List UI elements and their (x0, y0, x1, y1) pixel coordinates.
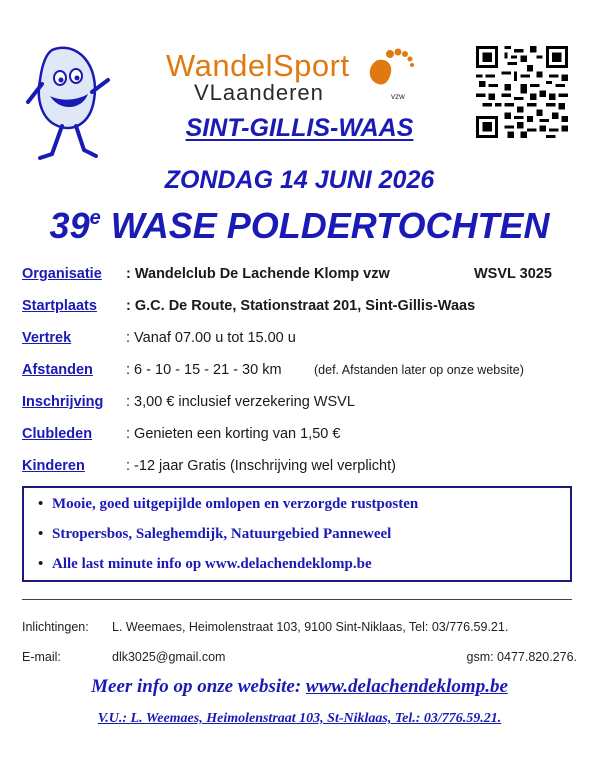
info-label: Startplaats (22, 298, 97, 314)
info-value: : G.C. De Route, Stationstraat 201, Sint-Gillis-Waas (126, 298, 476, 314)
info-label: Clubleden (22, 426, 93, 442)
event-title (0, 205, 599, 247)
info-value: : Vanaf 07.00 u tot 15.00 u (126, 330, 296, 346)
logo-line2: VLaanderen (194, 80, 324, 105)
info-value: : -12 jaar Gratis (Inschrijving wel verplicht) (126, 458, 396, 474)
highlight-item: • Alle last minute info op www.delachendeklomp.be (38, 556, 372, 572)
town-heading: SINT-GILLIS-WAAS (185, 114, 414, 142)
info-row-inschrijving (22, 391, 582, 413)
info-row-afstanden (22, 359, 582, 381)
info-note: (def. Afstanden later op onze website) (314, 363, 524, 377)
inlichtingen-value: L. Weemaes, Heimolenstraat 103, 9100 Sint-Niklaas, Tel: 03/776.59.21. (112, 620, 509, 634)
divider (22, 599, 572, 600)
email-label: E-mail: (22, 650, 61, 664)
footprint-icon (360, 40, 414, 88)
info-label: Kinderen (22, 458, 85, 474)
highlight-item: • Mooie, goed uitgepijlde omlopen en verzorgde rustposten (38, 496, 419, 512)
info-label: Inschrijving (22, 394, 104, 410)
info-row-clubleden (22, 423, 582, 445)
bullet-icon: • (38, 556, 44, 572)
clog-mascot-icon (22, 40, 114, 165)
info-extra: WSVL 3025 (474, 266, 552, 282)
info-row-vertrek (22, 327, 582, 349)
website-link[interactable]: www.delachendeklomp.be (305, 676, 508, 697)
info-value: : Genieten een korting van 1,50 € (126, 426, 341, 442)
info-label: Afstanden (22, 362, 93, 378)
logo-line1: WandelSport (166, 48, 350, 83)
edition-number: 39 (49, 205, 90, 246)
info-value: : 6 - 10 - 15 - 21 - 30 km (126, 362, 282, 378)
more-info-prefix: Meer info op onze website: (91, 676, 306, 697)
info-row-organisatie (22, 263, 582, 285)
info-value: : 3,00 € inclusief verzekering WSVL (126, 394, 355, 410)
logo-vzw: vzw (391, 92, 405, 101)
email-link[interactable]: dlk3025@gmail.com (112, 650, 226, 664)
highlight-item: • Stropersbos, Saleghemdijk, Natuurgebied Panneweel (38, 526, 392, 542)
edition-suffix: e (89, 207, 101, 229)
title-text: WASE POLDERTOCHTEN (110, 205, 550, 246)
info-label: Organisatie (22, 266, 102, 282)
info-row-kinderen (22, 455, 582, 477)
info-row-startplaats (22, 295, 582, 317)
inlichtingen-label: Inlichtingen: (22, 620, 89, 634)
vu-line: V.U.: L. Weemaes, Heimolenstraat 103, St-Niklaas, Tel.: 03/776.59.21. (97, 711, 502, 726)
highlights-box (22, 486, 572, 582)
info-value: : Wandelclub De Lachende Klomp vzw (126, 266, 390, 282)
bullet-icon: • (38, 526, 44, 542)
bullet-icon: • (38, 496, 44, 512)
more-info-line (0, 676, 599, 698)
info-label: Vertrek (22, 330, 72, 346)
date-heading: ZONDAG 14 JUNI 2026 (164, 166, 435, 194)
gsm-number: gsm: 0477.820.276. (466, 650, 577, 664)
